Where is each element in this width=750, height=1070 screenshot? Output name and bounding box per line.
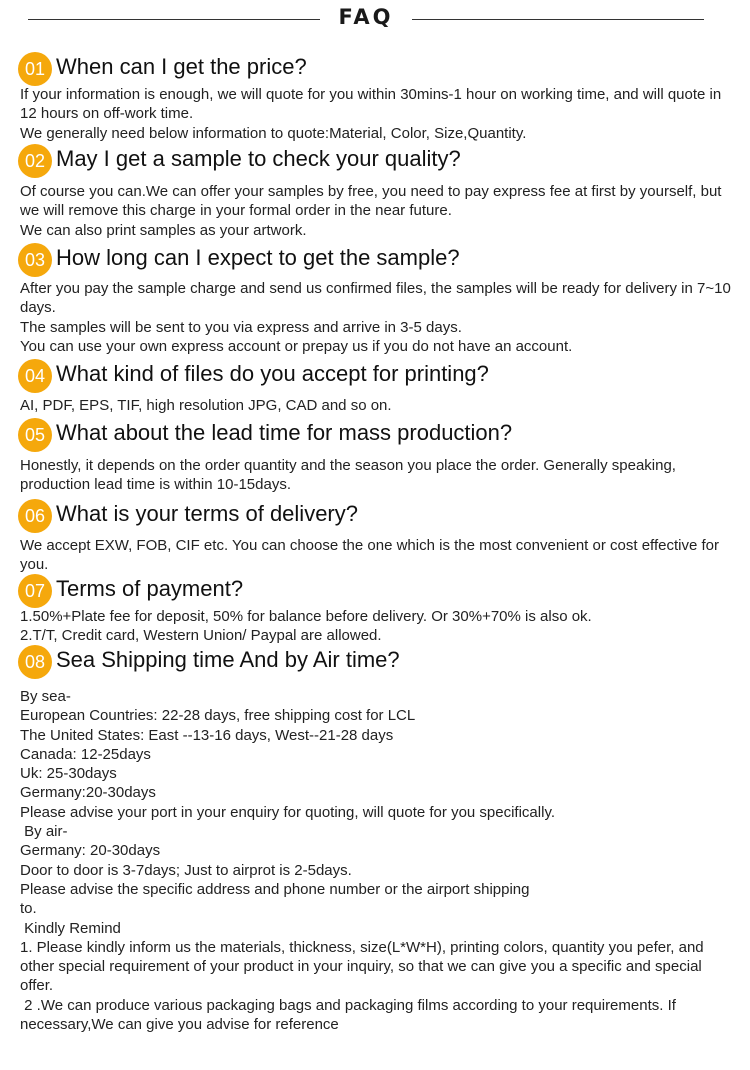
answer-line: We can also print samples as your artwork. [20,221,307,239]
answer-line: By sea- [20,688,71,705]
header-rule-left [28,19,320,20]
answer-line: Canada: 12-25days [20,745,151,763]
answer-line: Uk: 25-30days [20,765,117,783]
answer-line: 1. Please kindly inform us the materials, thickness, size(L*W*H), printing colors, quantity you pefer, and other special requirement of your product in your inquiry, so that we can give you a specific and special offer. [20,938,704,995]
question-text: What is your terms of delivery? [56,501,358,526]
question-number-badge: 06 [18,499,52,533]
question-text: Sea Shipping time And by Air time? [56,647,400,672]
answer-line: By air- [20,823,68,841]
question-text: How long can I expect to get the sample? [56,245,460,270]
answer-line: Honestly, it depends on the order quantity and the season you place the order. Generally speaking, production lead time is within 10-15days. [20,457,676,494]
answer-line: to. [20,900,37,918]
answer-line: Please advise your port in your enquiry for quoting, will quote for you specifically. [20,803,555,821]
question-number-badge: 02 [18,144,52,178]
answer-line: The samples will be sent to you via express and arrive in 3-5 days. [20,318,462,336]
answer-line: European Countries: 22-28 days, free shipping cost for LCL [20,707,416,725]
answer-line: The United States: East --13-16 days, West--21-28 days [20,726,394,744]
question-number-badge: 01 [18,52,52,86]
question-number-badge: 03 [18,243,52,277]
faq-header [0,0,750,40]
question-text: What about the lead time for mass production? [56,420,513,445]
faq-answer-08 [20,687,732,1034]
faq-answer-01 [20,85,732,143]
page-title: FAQ [338,5,394,29]
question-number-badge: 08 [18,645,52,679]
answer-line: Of course you can.We can offer your samples by free, you need to pay express fee at first by yourself, but we will remove this charge in your formal order in the near future. [20,183,722,220]
question-text: Terms of payment? [56,576,244,601]
answer-line: You can use your own express account or prepay us if you do not have an account. [20,337,573,355]
answer-line: Germany: 20-30days [20,842,161,860]
answer-line: We accept EXW, FOB, CIF etc. You can choose the one which is the most convenient or cost effective for you. [20,537,719,574]
faq-answer-05 [20,456,732,495]
answer-line: We generally need below information to quote:Material, Color, Size,Quantity. [20,124,527,142]
answer-line: Kindly Remind [20,919,121,937]
question-text: May I get a sample to check your quality? [56,146,461,171]
faq-answer-07 [20,607,732,646]
faq-answer-06 [20,536,732,575]
answer-line: Germany:20-30days [20,784,156,802]
answer-line: If your information is enough, we will quote for you within 30mins-1 hour on working time, and will quote in 12 hours on off-work time. [20,86,722,123]
header-rule-right [412,19,704,20]
answer-line: AI, PDF, EPS, TIF, high resolution JPG, CAD and so on. [20,397,392,414]
question-number-badge: 04 [18,359,52,393]
answer-line: 2.T/T, Credit card, Western Union/ Paypal are allowed. [20,627,382,645]
question-number-badge: 07 [18,574,52,608]
answer-line: Door to door is 3-7days; Just to airprot is 2-5days. [20,861,352,879]
answer-line: Please advise the specific address and phone number or the airport shipping [20,880,530,898]
answer-line: 2 .We can produce various packaging bags and packaging films according to your requirements. If necessary,We can give you advise for reference [20,996,676,1034]
faq-answer-02 [20,182,732,240]
answer-line: After you pay the sample charge and send us confirmed files, the samples will be ready for delivery in 7~10 days. [20,280,731,317]
faq-answer-03 [20,279,732,356]
question-text: When can I get the price? [56,54,307,79]
faq-answer-04 [20,396,732,415]
question-number-badge: 05 [18,418,52,452]
question-text: What kind of files do you accept for printing? [56,361,489,386]
answer-line: 1.50%+Plate fee for deposit, 50% for balance before delivery. Or 30%+70% is also ok. [20,608,592,625]
